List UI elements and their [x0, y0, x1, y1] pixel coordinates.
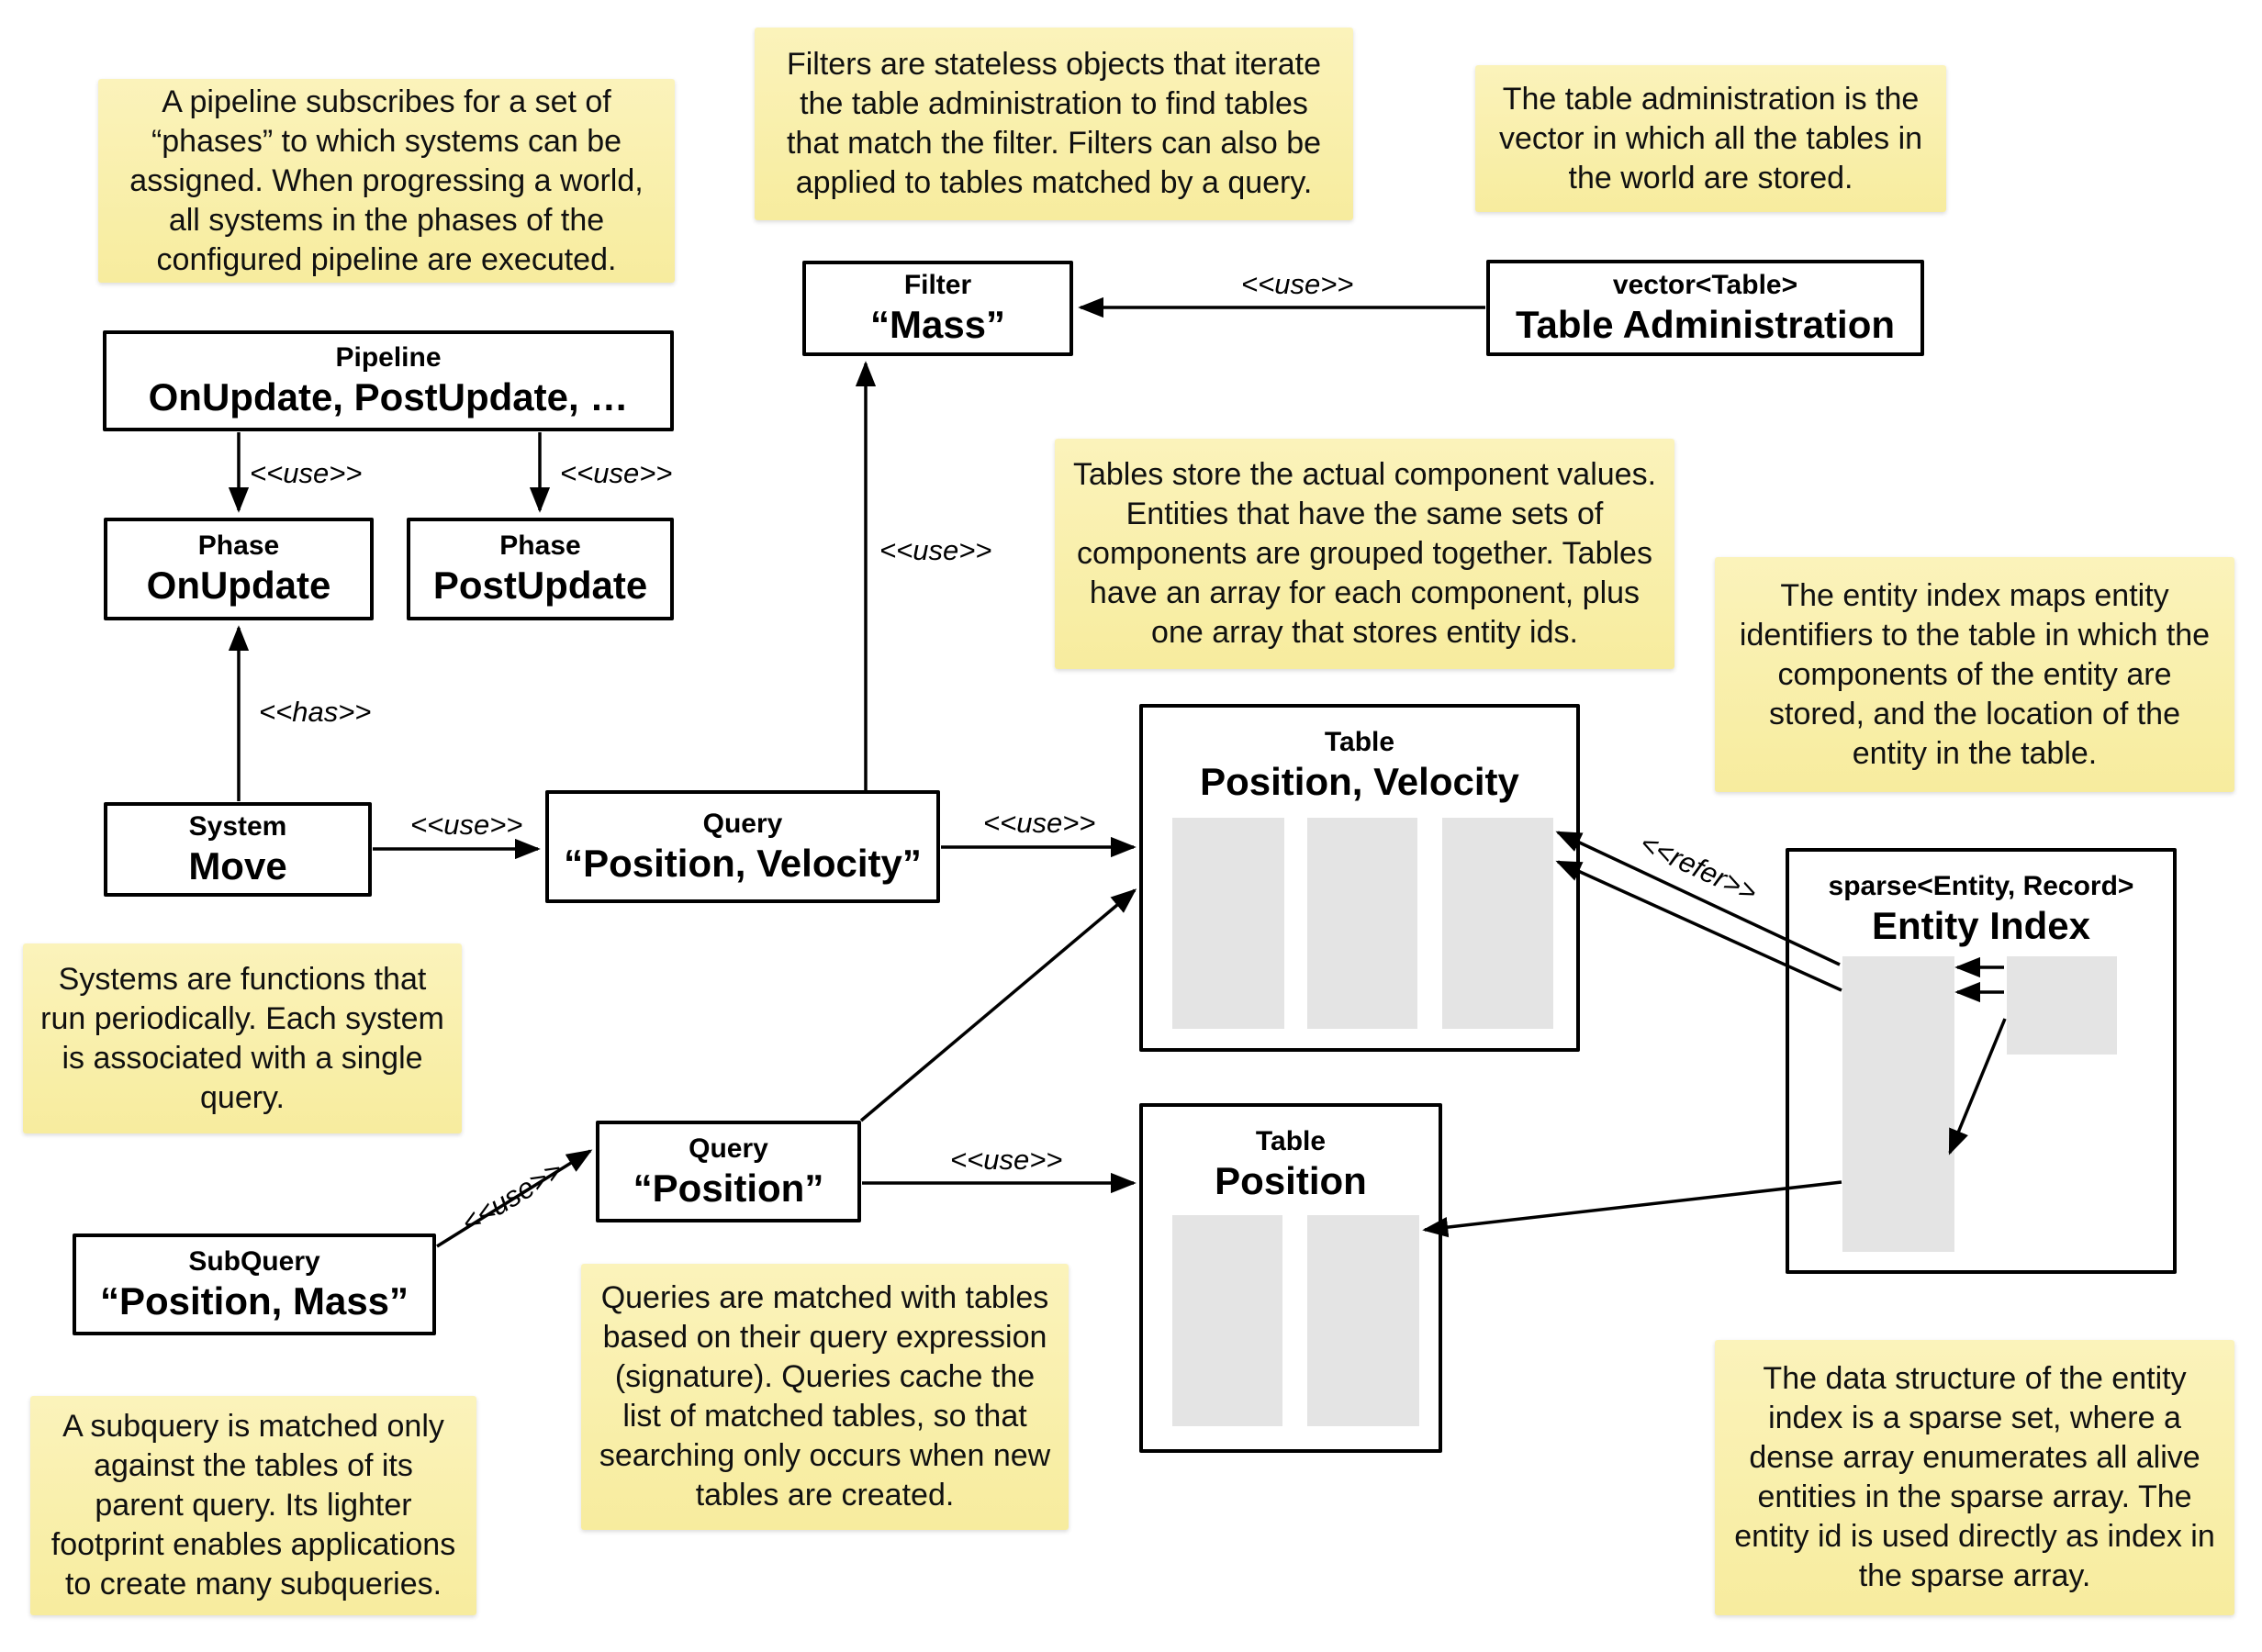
box-entity-index-stereotype: sparse<Entity, Record>	[1828, 871, 2134, 901]
note-systems: Systems are functions that run periodically. Each system is associated with a single query.	[23, 943, 462, 1133]
box-system-move-stereotype: System	[188, 810, 287, 842]
box-table-position-velocity-stereotype: Table	[1324, 727, 1395, 757]
box-query-position-stereotype: Query	[689, 1133, 768, 1164]
box-system-move	[104, 802, 372, 897]
sparse-array	[1842, 956, 1954, 1252]
edge-label-use-system-query: <<use>>	[410, 809, 523, 841]
box-table-position	[1139, 1103, 1442, 1453]
box-phase-postupdate-name: PostUpdate	[432, 564, 648, 607]
box-subquery-name: “Position, Mass”	[99, 1278, 409, 1323]
edge-sparse-to-tablepos	[1425, 1182, 1842, 1230]
box-table-position-velocity	[1139, 704, 1580, 1052]
edge-querypos-to-tableposvel	[861, 890, 1135, 1121]
note-queries: Queries are matched with tables based on their query expression (signature). Queries cache the list of matched tables, so that searching only occurs when new tables are created.	[581, 1264, 1069, 1530]
note-subquery: A subquery is matched only against the tables of its parent query. Its lighter footprint enables applications to create many subqueries.	[30, 1396, 476, 1615]
note-table-admin: The table administration is the vector in which all the tables in the world are stored.	[1475, 65, 1946, 212]
dense-array	[2007, 956, 2117, 1055]
component-array-column	[1442, 818, 1553, 1029]
box-query-position-velocity-name: “Position, Velocity”	[564, 841, 922, 885]
box-subquery	[73, 1233, 436, 1335]
box-entity-index-name: Entity Index	[1871, 904, 2091, 947]
box-phase-onupdate-stereotype: Phase	[197, 530, 280, 561]
box-table-position-stereotype: Table	[1255, 1126, 1327, 1156]
edge-label-use-querypos-tablepos: <<use>>	[950, 1144, 1063, 1176]
box-table-position-name: Position	[1215, 1159, 1367, 1202]
box-subquery-stereotype: SubQuery	[188, 1245, 320, 1277]
edge-label-use-queryposvel-table: <<use>>	[983, 807, 1096, 839]
note-pipeline: A pipeline subscribes for a set of “phases” to which systems can be assigned. When progressing a world, all systems in the phases of the configured pipeline are executed.	[98, 79, 675, 283]
note-entity-index: The entity index maps entity identifiers to the table in which the components of the entity are stored, and the location of the entity in the table.	[1715, 557, 2234, 792]
box-filter	[802, 261, 1073, 356]
box-phase-postupdate	[407, 518, 674, 620]
box-query-position-name: “Position”	[633, 1166, 824, 1210]
component-array-column	[1307, 1215, 1419, 1426]
box-table-administration-stereotype: vector<Table>	[1612, 269, 1798, 300]
box-phase-onupdate-name: OnUpdate	[146, 564, 331, 607]
note-filters: Filters are stateless objects that iterate the table administration to find tables that match the filter. Filters can also be applied to tables matched by a query.	[755, 28, 1353, 220]
component-array-column	[1172, 1215, 1282, 1426]
box-pipeline	[103, 330, 674, 431]
edge-label-use-pipeline-postupdate: <<use>>	[560, 457, 673, 489]
note-tables: Tables store the actual component values. Entities that have the same sets of components are grouped together. Tables have an array for each component, plus one array that stores entity ids.	[1055, 439, 1674, 669]
box-table-position-velocity-name: Position, Velocity	[1200, 760, 1519, 803]
edge-label-use-admin-filter: <<use>>	[1241, 268, 1354, 300]
box-query-position	[596, 1121, 861, 1222]
box-phase-onupdate	[104, 518, 374, 620]
box-filter-stereotype: Filter	[903, 270, 972, 300]
edge-label-use-pipeline-onupdate: <<use>>	[250, 457, 363, 489]
edge-label-use-subquery-query: <<use>>	[455, 1154, 569, 1240]
note-sparse-set: The data structure of the entity index is a sparse set, where a dense array enumerates all alive entities in the sparse array. The entity id is used directly as index in the sparse array.	[1715, 1340, 2234, 1615]
box-query-position-velocity	[545, 790, 940, 903]
box-pipeline-stereotype: Pipeline	[335, 342, 442, 373]
box-pipeline-name: OnUpdate, PostUpdate, …	[148, 375, 629, 419]
box-entity-index	[1786, 848, 2177, 1274]
box-table-administration	[1486, 260, 1924, 356]
component-array-column	[1172, 818, 1284, 1029]
box-filter-name: “Mass”	[869, 303, 1006, 346]
edge-label-has-system-phase: <<has>>	[259, 696, 372, 728]
box-phase-postupdate-stereotype: Phase	[499, 530, 581, 561]
box-table-administration-name: Table Administration	[1515, 302, 1896, 346]
edge-label-use-query-filter: <<use>>	[879, 534, 992, 566]
box-query-position-velocity-stereotype: Query	[702, 808, 783, 839]
box-system-move-name: Move	[188, 843, 287, 887]
component-array-column	[1307, 818, 1417, 1029]
edge-label-refer-entityindex-table: <<refer>>	[1635, 826, 1763, 910]
